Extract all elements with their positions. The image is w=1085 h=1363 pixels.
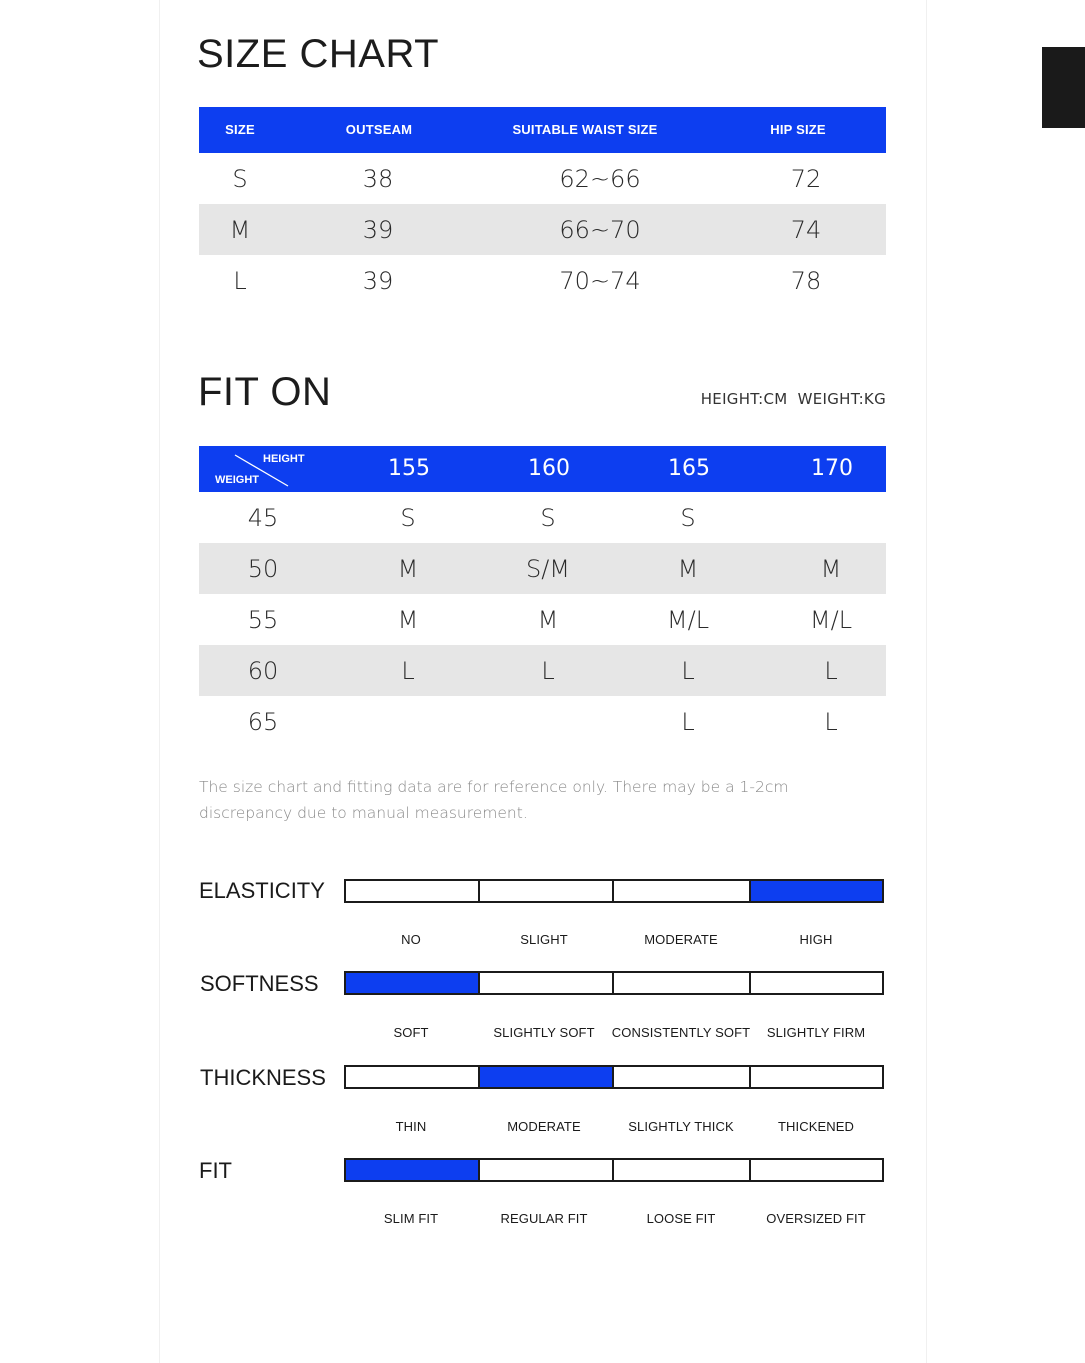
thickness-label: THICKNESS: [200, 1065, 326, 1090]
elasticity-label: ELASTICITY: [199, 878, 325, 903]
elasticity-options: [344, 932, 884, 948]
fit-scale: [344, 1158, 884, 1182]
option-label: SLIM FIT: [383, 1211, 439, 1226]
column-header: 170: [811, 456, 853, 481]
option-label: NO: [401, 932, 421, 947]
table-cell: L: [681, 657, 695, 685]
fit-on-title: FIT ON: [198, 370, 332, 414]
option-label: REGULAR FIT: [500, 1211, 588, 1226]
thickness-options: [344, 1119, 884, 1135]
option-label: LOOSE FIT: [646, 1211, 716, 1226]
size-chart-header: [199, 107, 886, 153]
elasticity-scale: [344, 879, 884, 903]
table-cell: S/M: [525, 555, 571, 583]
table-cell: 39: [362, 216, 394, 244]
table-cell: 72: [790, 165, 822, 193]
table-cell: L: [233, 267, 247, 295]
option-label: OVERSIZED FIT: [766, 1211, 866, 1226]
scale-segment: [614, 1067, 751, 1087]
scale-segment: [614, 881, 751, 901]
table-cell: M/L: [666, 606, 710, 634]
fit-on-header: [199, 446, 886, 492]
table-cell: L: [681, 708, 695, 736]
table-cell: 78: [790, 267, 822, 295]
scale-segment: [480, 973, 614, 993]
corner-weight-label: WEIGHT: [215, 474, 259, 486]
column-header: SIZE: [225, 122, 255, 137]
table-cell: L: [824, 657, 838, 685]
option-label: SLIGHTLY FIRM: [766, 1025, 866, 1040]
table-cell: 74: [790, 216, 822, 244]
table-cell: M: [229, 216, 251, 244]
option-label: HIGH: [799, 932, 833, 947]
scale-segment: [614, 973, 751, 993]
column-header: 155: [388, 456, 430, 481]
table-row: [199, 153, 886, 204]
table-cell: 65: [247, 708, 279, 736]
table-row: [199, 645, 886, 696]
disclaimer-note: The size chart and fitting data are for reference only. There may be a 1-2cm discrepancy due to manual measurement.: [199, 778, 789, 822]
table-cell: S: [540, 504, 556, 532]
scale-segment: [346, 1067, 480, 1087]
table-cell: 38: [362, 165, 394, 193]
table-cell: L: [541, 657, 555, 685]
scale-segment: [751, 1160, 882, 1180]
table-cell: S: [400, 504, 416, 532]
option-label: SOFT: [393, 1025, 429, 1040]
option-label: MODERATE: [507, 1119, 581, 1134]
softness-options: [344, 1025, 884, 1041]
table-cell: S: [232, 165, 248, 193]
column-header: HIP SIZE: [770, 122, 826, 137]
column-header: 160: [528, 456, 570, 481]
side-tab[interactable]: [1042, 47, 1085, 128]
table-cell: 62~66: [559, 165, 641, 193]
table-row: [199, 594, 886, 645]
option-label: THICKENED: [777, 1119, 855, 1134]
softness-label: SOFTNESS: [200, 971, 319, 996]
scale-segment: [346, 1160, 480, 1180]
option-label: SLIGHTLY THICK: [628, 1119, 734, 1134]
table-cell: M/L: [809, 606, 853, 634]
size-chart-table: [199, 107, 886, 306]
table-row: [199, 543, 886, 594]
option-label: CONSISTENTLY SOFT: [611, 1025, 751, 1040]
scale-segment: [346, 973, 480, 993]
table-cell: L: [401, 657, 415, 685]
option-label: SLIGHT: [520, 932, 568, 947]
table-cell: 66~70: [559, 216, 641, 244]
fit-on-table: [199, 446, 886, 747]
table-row: [199, 492, 886, 543]
corner-height-label: HEIGHT: [263, 453, 305, 465]
table-cell: M: [820, 555, 842, 583]
scale-segment: [480, 1160, 614, 1180]
table-cell: 45: [247, 504, 279, 532]
table-cell: 50: [247, 555, 279, 583]
table-row: [199, 204, 886, 255]
table-cell: 39: [362, 267, 394, 295]
option-label: SLIGHTLY SOFT: [493, 1025, 595, 1040]
table-cell: M: [537, 606, 559, 634]
table-row: [199, 696, 886, 747]
table-cell: M: [397, 555, 419, 583]
table-cell: 60: [247, 657, 279, 685]
column-header: SUITABLE WAIST SIZE: [512, 122, 658, 137]
scale-segment: [346, 881, 480, 901]
table-cell: M: [677, 555, 699, 583]
table-row: [199, 255, 886, 306]
table-cell: S: [680, 504, 696, 532]
column-header: OUTSEAM: [345, 122, 413, 137]
scale-segment: [614, 1160, 751, 1180]
table-cell: 70~74: [559, 267, 641, 295]
units-label: HEIGHT:CM WEIGHT:KG: [700, 390, 886, 408]
table-cell: 55: [247, 606, 279, 634]
scale-segment: [751, 1067, 882, 1087]
scale-segment: [480, 1067, 614, 1087]
size-chart-title: SIZE CHART: [197, 32, 440, 76]
column-header: 165: [668, 456, 710, 481]
fit-label: FIT: [199, 1158, 232, 1183]
fit-options: [344, 1211, 884, 1227]
table-cell: M: [397, 606, 419, 634]
scale-segment: [751, 881, 882, 901]
option-label: THIN: [395, 1119, 427, 1134]
option-label: MODERATE: [644, 932, 718, 947]
softness-scale: [344, 971, 884, 995]
scale-segment: [480, 881, 614, 901]
scale-segment: [751, 973, 882, 993]
header-corner-cell: [199, 446, 305, 492]
thickness-scale: [344, 1065, 884, 1089]
table-cell: L: [824, 708, 838, 736]
